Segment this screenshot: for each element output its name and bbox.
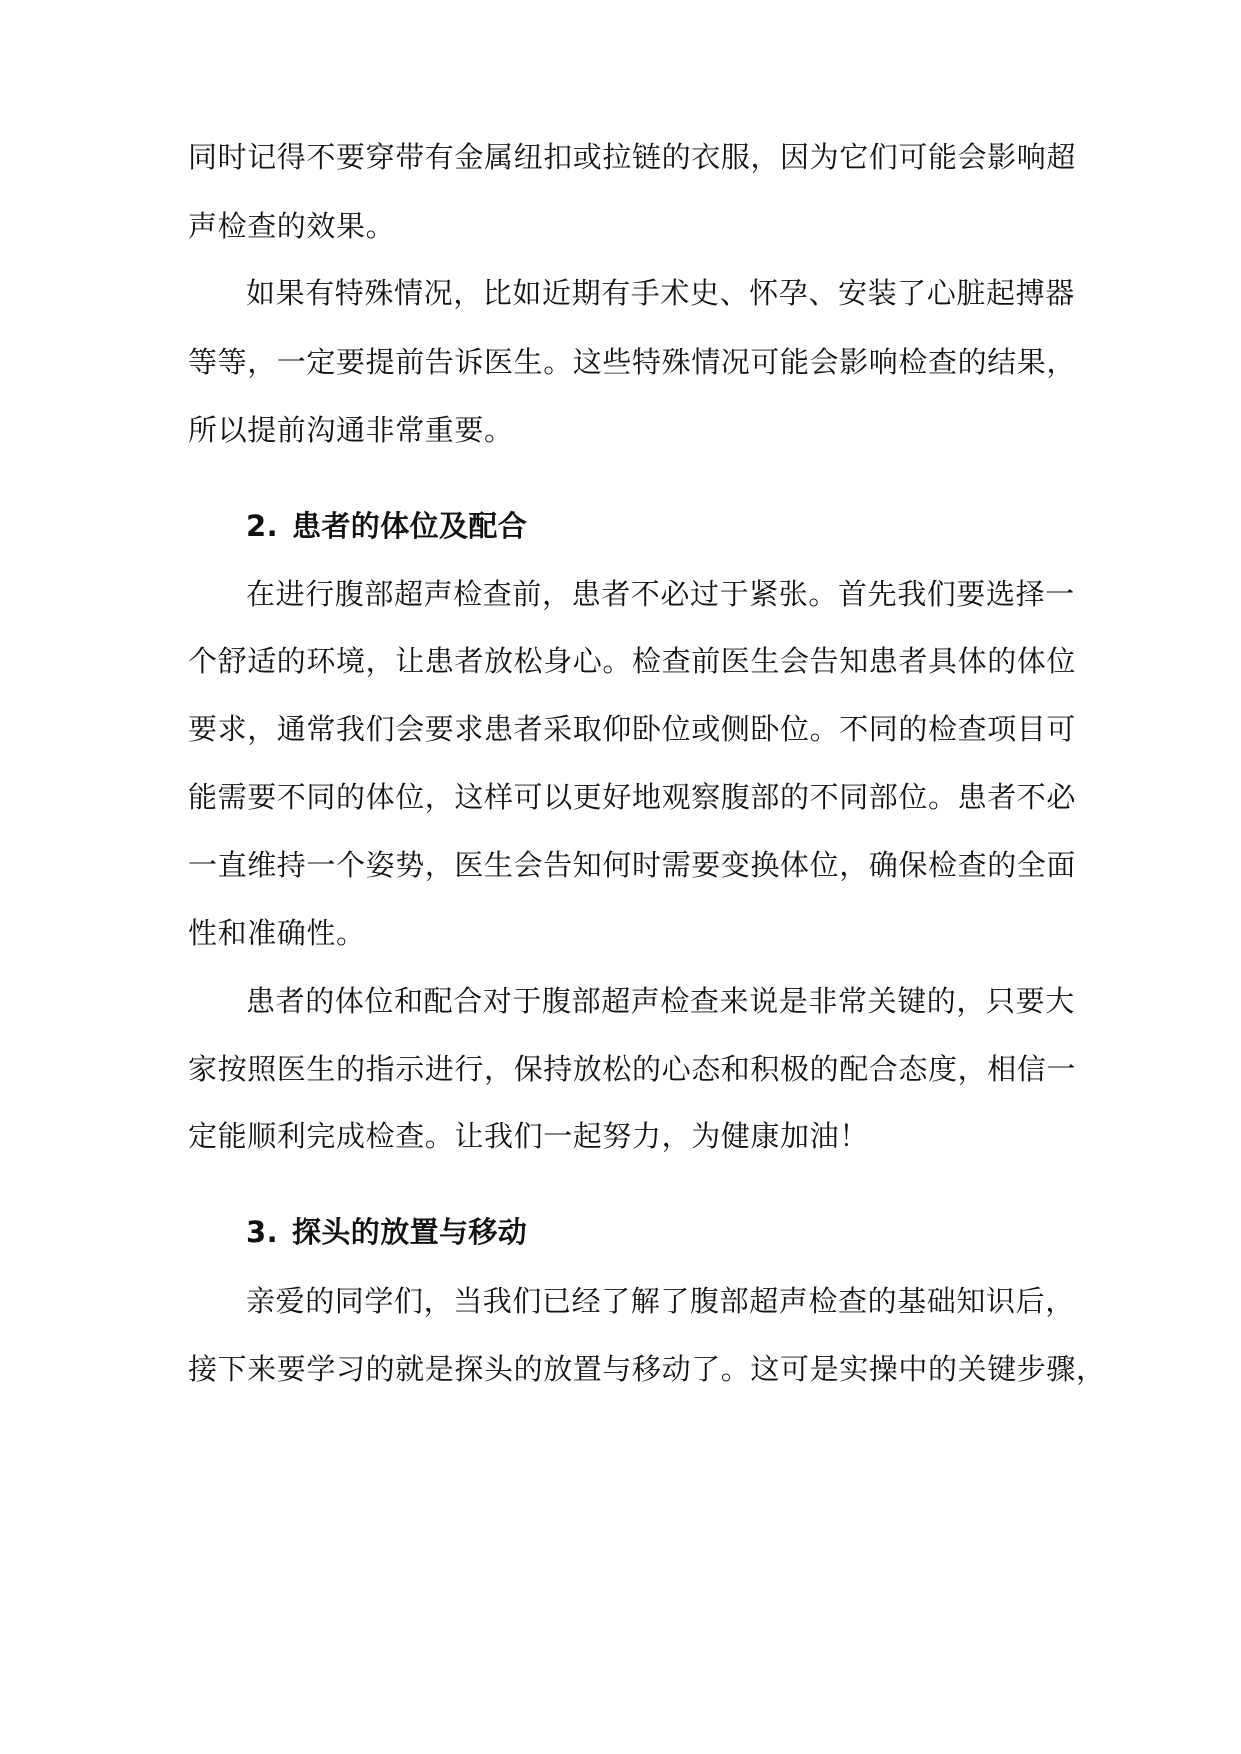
section-heading [246, 506, 527, 546]
section-title: 患者的体位及配合 [292, 509, 528, 543]
body-text-line: 如果有特殊情况，比如近期有手术史、怀孕、安装了心脏起搏器 [246, 276, 1075, 310]
body-text-line: 患者的体位和配合对于腹部超声检查来说是非常关键的，只要大 [246, 984, 1075, 1018]
body-text-line: 定能顺利完成检查。让我们一起努力，为健康加油！ [188, 1119, 869, 1153]
body-text-line: 个舒适的环境，让患者放松身心。检查前医生会告知患者具体的体位 [188, 644, 1077, 678]
body-text-line: 要求，通常我们会要求患者采取仰卧位或侧卧位。不同的检查项目可 [188, 712, 1077, 746]
body-text-line: 等等，一定要提前告诉医生。这些特殊情况可能会影响检查的结果， [188, 345, 1077, 379]
section-number: 2. [246, 509, 278, 543]
body-text-line: 性和准确性。 [188, 916, 366, 950]
body-text-line: 声检查的效果。 [188, 209, 396, 243]
section-number: 3. [246, 1215, 278, 1249]
body-text-line: 家按照医生的指示进行，保持放松的心态和积极的配合态度，相信一 [188, 1052, 1077, 1086]
body-text-line: 能需要不同的体位，这样可以更好地观察腹部的不同部位。患者不必 [188, 780, 1077, 814]
body-text-line: 同时记得不要穿带有金属纽扣或拉链的衣服，因为它们可能会影响超 [188, 140, 1077, 174]
section-title: 探头的放置与移动 [292, 1215, 528, 1249]
body-text-line: 在进行腹部超声检查前，患者不必过于紧张。首先我们要选择一 [246, 577, 1075, 611]
section-heading [246, 1212, 527, 1252]
body-text-line: 一直维持一个姿势，医生会告知何时需要变换体位，确保检查的全面 [188, 848, 1077, 882]
body-text-line: 亲爱的同学们，当我们已经了解了腹部超声检查的基础知识后， [246, 1284, 1075, 1318]
body-text-line: 接下来要学习的就是探头的放置与移动了。这可是实操中的关键步骤， [188, 1352, 1106, 1386]
body-text-line: 所以提前沟通非常重要。 [188, 413, 514, 447]
